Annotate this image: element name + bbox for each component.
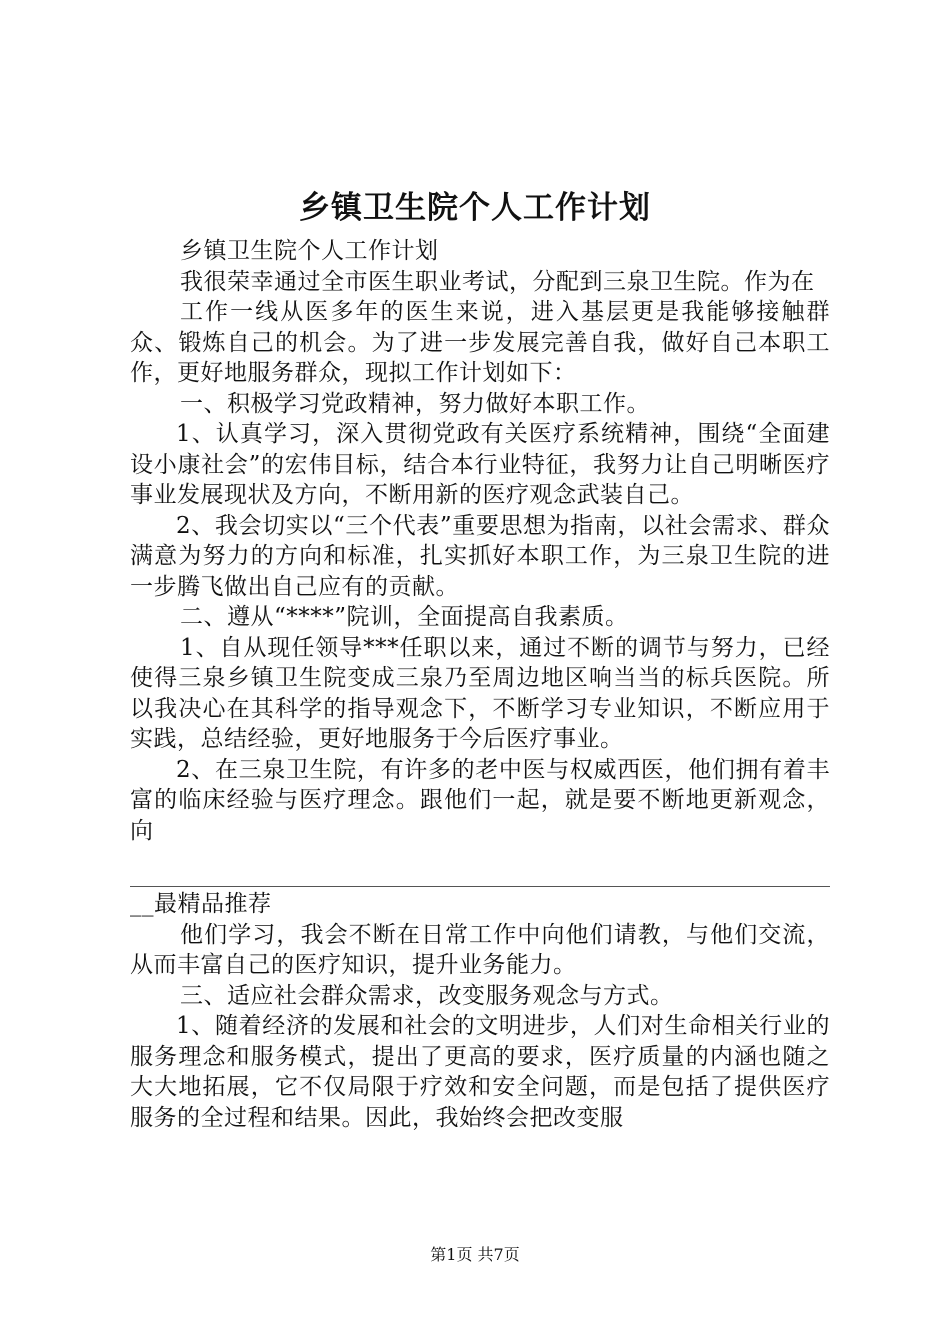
paragraph: 1、自从现任领导***任职以来，通过不断的调节与努力，已经使得三泉乡镇卫生院变成三泉乃至周边地区响当当的标兵医院。所以我决心在其科学的指导观念下，不断学习专业知识，不断应用于实践，总结经验，更好地服务于今后医疗事业。 — [130, 634, 830, 752]
section-heading: 三、适应社会群众需求，改变服务观念与方式。 — [180, 982, 674, 1009]
document-body — [130, 236, 830, 1133]
page-footer: 第1页 共7页 — [430, 1245, 520, 1264]
paragraph: 1、随着经济的发展和社会的文明进步，人们对生命相关行业的服务理念和服务模式，提出了更高的要求，医疗质量的内涵也随之大大地拓展，它不仅局限于疗效和安全问题，而是包括了提供医疗服务的全过程和结果。因此，我始终会把改变服 — [130, 1013, 830, 1131]
paragraph: 乡镇卫生院个人工作计划 — [180, 238, 439, 264]
paragraph: 2、在三泉卫生院，有许多的老中医与权威西医，他们拥有着丰富的临床经验与医疗理念。跟他们一起，就是要不断地更新观念，向 — [130, 756, 830, 844]
paragraph: 1、认真学习，深入贯彻党政有关医疗系统精神，围绕“全面建设小康社会”的宏伟目标，结合本行业特征，我努力让自己明晰医疗事业发展现状及方向，不断用新的医疗观念武装自己。 — [130, 421, 830, 508]
paragraph: 他们学习，我会不断在日常工作中向他们请教，与他们交流，从而丰富自己的医疗知识，提升业务能力。 — [130, 921, 830, 978]
divider-line — [130, 886, 830, 887]
paragraph: 工作一线从医多年的医生来说，进入基层更是我能够接触群众、锻炼自己的机会。为了进一步发展完善自我，做好自己本职工作，更好地服务群众，现拟工作计划如下： — [130, 299, 830, 386]
paragraph: 我很荣幸通过全市医生职业考试，分配到三泉卫生院。作为在 — [180, 268, 815, 295]
document-title: 乡镇卫生院个人工作计划 — [299, 190, 651, 226]
recommend-label: __最精品推荐 — [130, 891, 272, 917]
paragraph: 2、我会切实以“三个代表”重要思想为指南，以社会需求、群众满意为努力的方向和标准，扎实抓好本职工作，为三泉卫生院的进一步腾飞做出自己应有的贡献。 — [130, 512, 830, 600]
section-heading: 二、遵从“****”院训，全面提高自我素质。 — [180, 604, 629, 630]
section-heading: 一、积极学习党政精神，努力做好本职工作。 — [180, 390, 650, 417]
